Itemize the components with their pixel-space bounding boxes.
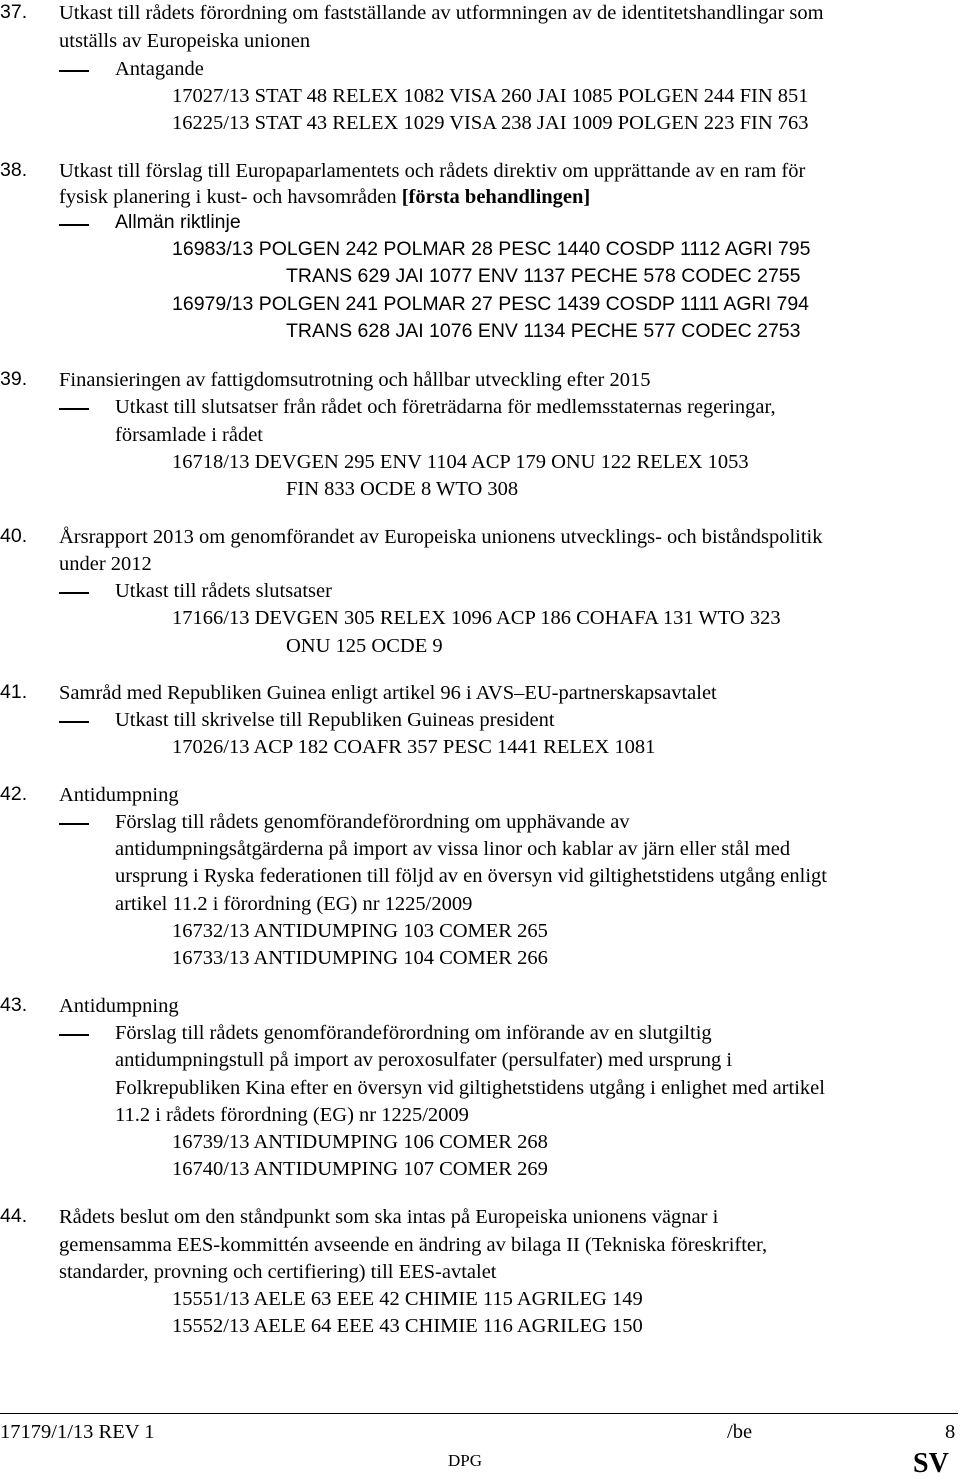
dash-bullet [59,408,89,410]
item-subtitle: Förslag till rådets genomförandeförordning om upphävande av [115,811,630,833]
item-subtitle: antidumpningstull på import av peroxosulfater (persulfater) med ursprung i [115,1049,733,1071]
item-title: Årsrapport 2013 om genomförandet av Europeiska unionens utvecklings- och biståndspolitik [59,526,823,548]
item-title: under 2012 [59,553,152,575]
doc-reference: 16740/13 ANTIDUMPING 107 COMER 269 [172,1158,548,1180]
doc-reference: 15551/13 AELE 63 EEE 42 CHIMIE 115 AGRILEG 149 [172,1288,643,1310]
dash-bullet [59,721,89,723]
item-title: Antidumpning [59,995,179,1017]
item-number: 38. [0,159,28,181]
item-subtitle: Utkast till skrivelse till Republiken Guineas president [115,709,555,731]
footer-doc-ref: 17179/1/13 REV 1 [0,1421,155,1443]
item-subtitle: ursprung i Ryska federationen till följd av en översyn vid giltighetstidens utgång enligt [115,865,827,887]
dash-bullet [59,224,89,226]
doc-reference: 16225/13 STAT 43 RELEX 1029 VISA 238 JAI 1009 POLGEN 223 FIN 763 [172,112,809,134]
item-title-bold: [första behandlingen] [401,186,591,208]
item-title: Antidumpning [59,784,179,806]
item-subtitle: 11.2 i rådets förordning (EG) nr 1225/2009 [115,1104,469,1126]
item-title: Finansieringen av fattigdomsutrotning och hållbar utveckling efter 2015 [59,369,651,391]
item-subtitle: Allmän riktlinje [115,211,241,233]
item-title: fysisk planering i kust- och havsområden [första behandlingen] [59,186,591,208]
doc-reference: 16979/13 POLGEN 241 POLMAR 27 PESC 1439 COSDP 1111 AGRI 794 [172,293,810,315]
item-title: Utkast till förslag till Europaparlamentets och rådets direktiv om upprättande av en ram för [59,160,806,182]
dash-bullet [59,70,89,72]
item-title: Rådets beslut om den ståndpunkt som ska intas på Europeiska unionens vägnar i [59,1206,719,1228]
doc-reference: 16733/13 ANTIDUMPING 104 COMER 266 [172,947,548,969]
item-subtitle: Förslag till rådets genomförandeförordning om införande av en slutgiltig [115,1022,712,1044]
footer-rule [0,1413,958,1414]
doc-reference: ONU 125 OCDE 9 [286,635,443,657]
footer-dept: DPG [448,1451,483,1470]
item-title: Utkast till rådets förordning om fastställande av utformningen av de identitetshandlingar som [59,2,824,24]
item-subtitle: Utkast till rådets slutsatser [115,580,332,602]
doc-reference: 17027/13 STAT 48 RELEX 1082 VISA 260 JAI 1085 POLGEN 244 FIN 851 [172,85,809,107]
item-subtitle: Antagande [115,58,204,80]
item-title: gemensamma EES-kommittén avseende en ändring av bilaga II (Tekniska föreskrifter, [59,1234,768,1256]
item-number: 42. [0,783,28,805]
doc-reference: TRANS 629 JAI 1077 ENV 1137 PECHE 578 CODEC 2755 [286,265,801,287]
doc-reference: TRANS 628 JAI 1076 ENV 1134 PECHE 577 CODEC 2753 [286,320,801,342]
item-subtitle: Folkrepubliken Kina efter en översyn vid giltighetstidens utgång i enlighet med artikel [115,1077,825,1099]
item-subtitle: församlade i rådet [115,424,263,446]
doc-reference: 16983/13 POLGEN 242 POLMAR 28 PESC 1440 COSDP 1112 AGRI 795 [172,238,811,260]
dash-bullet [59,592,89,594]
item-subtitle: artikel 11.2 i förordning (EG) nr 1225/2009 [115,893,473,915]
dash-bullet [59,823,89,825]
item-subtitle: Utkast till slutsatser från rådet och företrädarna för medlemsstaternas regeringar, [115,396,776,418]
item-number: 43. [0,994,28,1016]
doc-reference: 16739/13 ANTIDUMPING 106 COMER 268 [172,1131,548,1153]
doc-reference: FIN 833 OCDE 8 WTO 308 [286,478,519,500]
footer-page-number: 8 [945,1421,956,1443]
item-number: 40. [0,525,28,547]
doc-reference: 15552/13 AELE 64 EEE 43 CHIMIE 116 AGRILEG 150 [172,1315,643,1337]
item-number: 37. [0,1,28,23]
item-title: utställs av Europeiska unionen [59,30,311,52]
doc-reference: 16732/13 ANTIDUMPING 103 COMER 265 [172,920,548,942]
doc-reference: 16718/13 DEVGEN 295 ENV 1104 ACP 179 ONU 122 RELEX 1053 [172,451,749,473]
footer-author: /be [727,1421,753,1443]
item-number: 44. [0,1205,28,1227]
footer-language: SV [913,1448,949,1479]
item-title: standarder, provning och certifiering) till EES-avtalet [59,1261,497,1283]
item-number: 41. [0,681,28,703]
dash-bullet [59,1034,89,1036]
item-title: Samråd med Republiken Guinea enligt artikel 96 i AVS–EU-partnerskapsavtalet [59,682,717,704]
item-subtitle: antidumpningsåtgärderna på import av vissa linor och kablar av järn eller stål med [115,838,791,860]
item-number: 39. [0,368,28,390]
doc-reference: 17166/13 DEVGEN 305 RELEX 1096 ACP 186 COHAFA 131 WTO 323 [172,607,781,629]
doc-reference: 17026/13 ACP 182 COAFR 357 PESC 1441 RELEX 1081 [172,736,656,758]
